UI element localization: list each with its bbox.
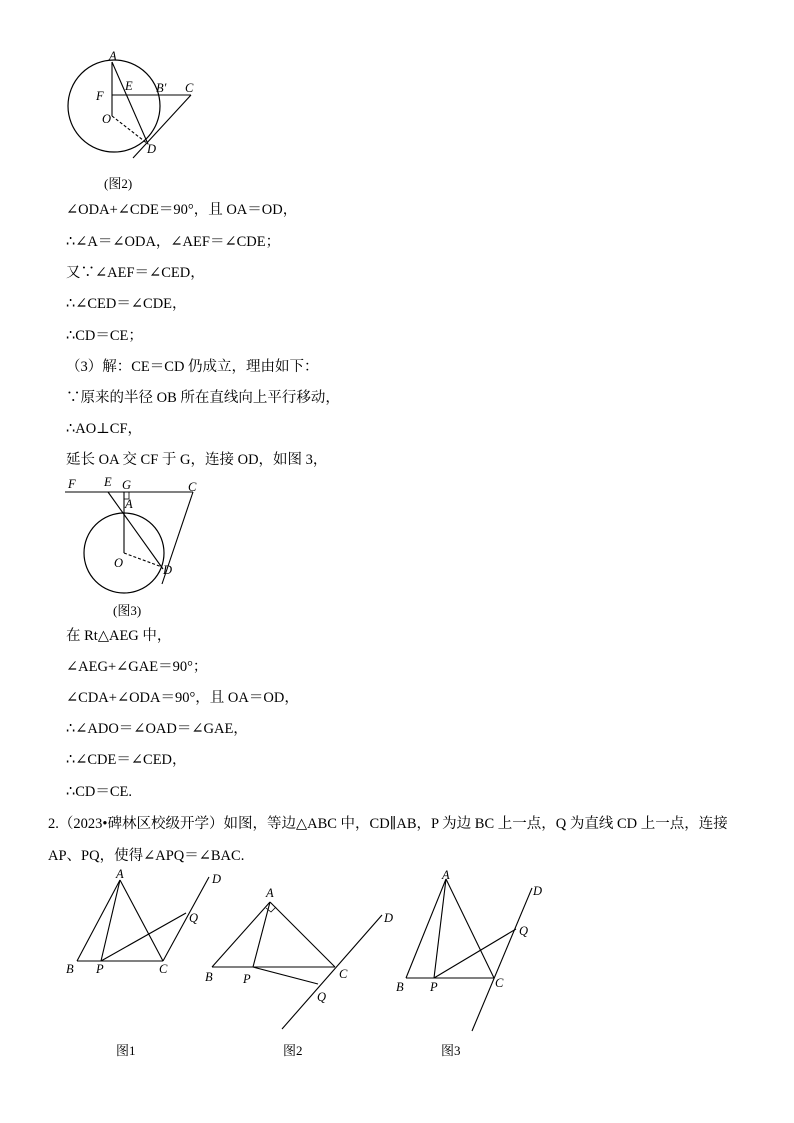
text-line-2: ∴∠A＝∠ODA，∠AEF＝∠CDE； [66,234,281,250]
label-g: G [122,478,132,492]
label-b: B [205,970,213,984]
problem-number: 2. [48,816,59,832]
figure-2 [55,45,215,170]
label-c: C [339,967,348,981]
problem-source: （2023•碑林区校级开学） [58,816,224,832]
label-b-prime: B′ [156,81,167,95]
problem-2 [48,808,760,872]
problem-text: 如图，等边△ABC 中，CD∥AB，P 为边 BC 上一点，Q 为直线 CD 上一点，连接 AP、PQ，使得∠APQ＝∠BAC. [48,816,728,864]
label-c: C [159,962,168,976]
label-e: E [104,475,112,489]
figure-3 [60,474,210,599]
text-line-7: ∵原来的半径 OB 所在直线向上平行移动， [66,390,340,406]
label-o: O [114,556,124,570]
label-p: P [243,972,251,986]
label-d: D [147,142,157,156]
label-f: F [68,477,76,491]
label-p: P [96,962,104,976]
label-d: D [384,911,394,925]
text-line-3: 又∵∠AEF＝∠CED， [66,265,205,281]
text-line-9: 延长 OA 交 CF 于 G，连接 OD，如图 3， [66,452,328,468]
bottom-figure-3-caption: 图3 [441,1043,461,1058]
label-c: C [188,480,197,494]
text-line-15: ∴CD＝CE. [66,784,133,800]
label-d: D [533,884,543,898]
bottom-figure-2 [195,880,405,1035]
text-line-14: ∴∠CDE＝∠CED， [66,752,187,768]
label-p: P [430,980,438,994]
bottom-figure-2-caption: 图2 [283,1043,303,1058]
label-f: F [96,89,104,103]
label-q: Q [519,924,529,938]
text-line-12: ∠CDA+∠ODA＝90°，且 OA＝OD， [66,690,299,706]
bottom-figure-3 [390,865,560,1035]
label-b: B [66,962,74,976]
text-line-10: 在 Rt△AEG 中， [66,628,172,644]
label-c: C [185,81,194,95]
label-a: A [442,868,450,882]
figure-3-caption: (图3) [113,603,142,618]
bottom-figure-1-caption: 图1 [116,1043,136,1058]
label-d: D [163,563,173,577]
label-b: B [396,980,404,994]
label-q: Q [189,911,199,925]
figure-2-caption: (图2) [104,176,133,191]
label-a: A [266,886,274,900]
label-a: A [116,867,124,881]
label-d: D [212,872,222,886]
text-line-8: ∴AO⊥CF， [66,421,143,437]
label-c: C [495,976,504,990]
text-line-4: ∴∠CED＝∠CDE， [66,296,187,312]
text-line-11: ∠AEG+∠GAE＝90°； [66,659,208,675]
label-a: A [125,497,133,511]
label-e: E [125,79,133,93]
text-line-13: ∴∠ADO＝∠OAD＝∠GAE， [66,721,248,737]
label-q: Q [317,990,327,1004]
label-o: O [102,112,112,126]
text-line-6: （3）解：CE＝CD 仍成立，理由如下： [66,359,319,375]
text-line-5: ∴CD＝CE； [66,328,143,344]
text-line-1: ∠ODA+∠CDE＝90°，且 OA＝OD， [66,202,298,218]
label-a: A [109,49,117,63]
